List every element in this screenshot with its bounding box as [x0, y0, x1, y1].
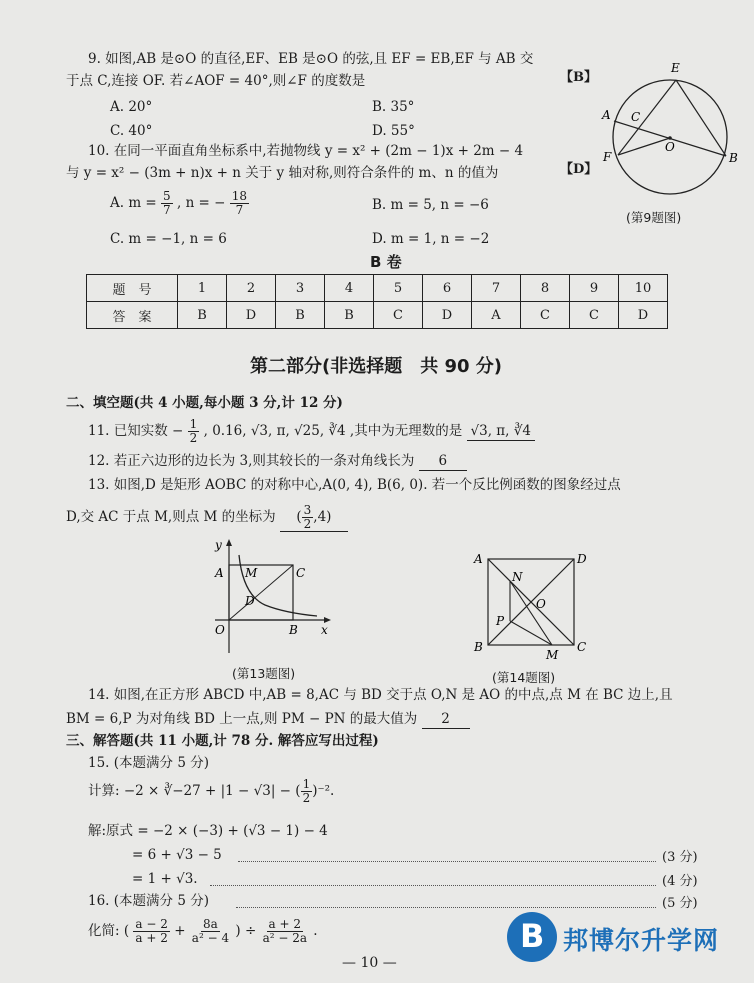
- q10-line2: 与 y = x² − (3m + n)x + n 关于 y 轴对称,则符合条件的 m、n 的值为: [66, 165, 499, 181]
- q13-line1: 13. 如图,D 是矩形 AOBC 的对称中心,A(0, 4), B(6, 0). 若一个反比例函数的图象经过点: [88, 477, 621, 493]
- q9-line1: 9. 如图,AB 是⊙O 的直径,EF、EB 是⊙O 的弦,且 EF = EB,EF 与 AB 交: [88, 51, 534, 67]
- fig9-label-c: C: [631, 110, 641, 124]
- q9-option-c: C. 40°: [110, 123, 153, 139]
- fig14-label-m: M: [546, 648, 559, 662]
- q16-frac3: [261, 918, 309, 945]
- fig13-label-y: y: [215, 538, 222, 552]
- q15-solution-1: 解:原式 = −2 × (−3) + (√3 − 1) − 4: [88, 823, 328, 839]
- q9-option-d: D. 55°: [372, 123, 415, 139]
- q16-frac1: [133, 918, 169, 945]
- q10-answer: 【D】: [560, 162, 598, 177]
- q10-option-b: B. m = 5, n = −6: [372, 197, 489, 213]
- q12-answer: 6: [419, 452, 467, 471]
- fig13-label-m: M: [245, 566, 258, 580]
- q16-expression: [88, 918, 318, 945]
- q13-answer-frac: [302, 504, 314, 531]
- q12: [88, 452, 467, 471]
- q14-line1: 14. 如图,在正方形 ABCD 中,AB = 8,AC 与 BD 交于点 O,N 是 AO 的中点,点 M 在 BC 边上,且: [88, 687, 673, 703]
- q15-calc-d: 2: [302, 791, 311, 805]
- fig13-label-o: O: [215, 623, 225, 637]
- q9-answer: 【B】: [560, 70, 597, 85]
- table-cell: C: [570, 302, 619, 329]
- q10-option-a-frac1: [161, 190, 173, 217]
- q10-option-d: D. m = 1, n = −2: [372, 231, 490, 247]
- fig9-label-f: F: [603, 150, 612, 164]
- table-cell: 8: [521, 275, 570, 302]
- q13-answer-post: ,4): [313, 509, 332, 525]
- q16-title: 16. (本题满分 5 分): [88, 893, 209, 909]
- q9-line2: 于点 C,连接 OF. 若∠AOF = 40°,则∠F 的度数是: [66, 73, 366, 89]
- q16-f1d: a + 2: [135, 931, 168, 945]
- b-volume-title: B 卷: [370, 253, 402, 271]
- score-3: (3 分): [662, 850, 698, 865]
- fig9-label-e: E: [671, 61, 680, 75]
- q10-option-a-d2: 7: [235, 203, 244, 217]
- fig13-caption: (第13题图): [232, 666, 296, 681]
- q11-answer: √3, π, ∛4: [467, 422, 535, 441]
- fill-section-header: 二、填空题(共 4 小题,每小题 3 分,计 12 分): [66, 395, 343, 411]
- table-cell: 9: [570, 275, 619, 302]
- figure-13: [205, 535, 345, 660]
- fig13-label-b: B: [289, 623, 298, 637]
- table-cell: A: [472, 302, 521, 329]
- q16-div: ) ÷: [235, 923, 257, 939]
- q10-option-a-pre: A. m =: [110, 195, 157, 211]
- q11-frac: [188, 418, 200, 445]
- table-cell: C: [521, 302, 570, 329]
- fig14-caption: (第14题图): [492, 670, 556, 685]
- dotted-leader: [238, 860, 656, 862]
- dotted-leader: [210, 884, 656, 886]
- table-cell: 1: [178, 275, 227, 302]
- fig14-label-c: C: [577, 640, 587, 654]
- table-cell: B: [325, 302, 374, 329]
- table-cell: 6: [423, 275, 472, 302]
- q11-frac-n: 1: [189, 417, 198, 431]
- table-cell: D: [227, 302, 276, 329]
- q10-option-a-frac2: [230, 190, 249, 217]
- table-cell: 10: [619, 275, 668, 302]
- table-cell: B: [276, 302, 325, 329]
- fig9-label-o: O: [665, 140, 675, 154]
- table-cell: 5: [374, 275, 423, 302]
- q11-post: , 0.16, √3, π, √25, ∛4 ,其中为无理数的是: [203, 423, 463, 439]
- q14-answer: 2: [422, 710, 470, 729]
- q16-end: .: [313, 923, 318, 939]
- table-cell: C: [374, 302, 423, 329]
- score-5: (5 分): [662, 896, 698, 911]
- q10-option-a-n2: 18: [231, 189, 248, 203]
- q13-line2: [66, 504, 348, 532]
- q15-solution-2: = 6 + √3 − 5: [132, 847, 222, 863]
- table-cell: 2: [227, 275, 276, 302]
- figure-9: [595, 55, 745, 210]
- table-cell: 4: [325, 275, 374, 302]
- fig9-caption: (第9题图): [626, 210, 682, 225]
- table-cell: 7: [472, 275, 521, 302]
- q13-answer-n: 3: [303, 503, 312, 517]
- fig14-label-a: A: [474, 552, 483, 566]
- table-row-label: 题 号: [87, 275, 178, 302]
- page-number: — 10 —: [342, 955, 397, 971]
- q16-f1n: a − 2: [135, 917, 168, 931]
- watermark-logo-icon: [507, 912, 557, 962]
- q9-option-b: B. 35°: [372, 99, 415, 115]
- solve-section-header: 三、解答题(共 11 小题,计 78 分. 解答应写出过程): [66, 733, 379, 749]
- q11-pre: 11. 已知实数 −: [88, 423, 184, 439]
- q15-title: 15. (本题满分 5 分): [88, 755, 209, 771]
- q13-answer: [280, 504, 348, 532]
- fig13-label-c: C: [296, 566, 306, 580]
- q10-option-a-d1: 7: [163, 203, 171, 217]
- score-4: (4 分): [662, 874, 698, 889]
- q10-option-a: [110, 190, 249, 217]
- q15-calc-post: )⁻².: [312, 783, 335, 799]
- q12-text: 12. 若正六边形的边长为 3,则其较长的一条对角线长为: [88, 453, 415, 469]
- q14-text: BM = 6,P 为对角线 BD 上一点,则 PM − PN 的最大值为: [66, 711, 418, 727]
- q10-option-c: C. m = −1, n = 6: [110, 231, 227, 247]
- table-cell: D: [423, 302, 472, 329]
- fig13-label-d: D: [245, 594, 255, 608]
- q16-f2n: 8a: [203, 917, 218, 931]
- q16-frac2: [190, 918, 231, 945]
- q16-f3n: a + 2: [268, 917, 302, 931]
- q15-calc: [88, 778, 334, 805]
- fig14-label-b: B: [474, 640, 483, 654]
- fig14-label-p: P: [496, 614, 505, 628]
- fig14-label-o: O: [536, 597, 546, 611]
- q13-answer-d: 2: [303, 517, 312, 531]
- q10-option-a-n1: 5: [163, 189, 171, 203]
- q11: [88, 418, 535, 445]
- table-row: [87, 302, 668, 329]
- fig9-label-b: B: [729, 151, 738, 165]
- q11-frac-d: 2: [189, 431, 198, 445]
- table-row: [87, 275, 668, 302]
- q15-calc-n: 1: [302, 777, 311, 791]
- answer-table: [86, 274, 668, 329]
- fig14-label-n: N: [512, 570, 523, 584]
- watermark-text: 邦博尔升学网: [563, 926, 720, 955]
- q16-f2d: a² − 4: [191, 931, 230, 945]
- part2-title: 第二部分(非选择题 共 90 分): [250, 356, 503, 377]
- table-cell: 3: [276, 275, 325, 302]
- q16-f3d: a² − 2a: [262, 931, 307, 945]
- figure-14: [470, 545, 590, 663]
- q16-pre: 化简: (: [88, 923, 130, 939]
- q13-text: D,交 AC 于点 M,则点 M 的坐标为: [66, 509, 276, 525]
- q10-line1: 10. 在同一平面直角坐标系中,若抛物线 y = x² + (2m − 1)x + 2m − 4: [88, 143, 524, 159]
- fig9-label-a: A: [602, 108, 611, 122]
- fig13-label-x: x: [321, 623, 328, 637]
- table-cell: D: [619, 302, 668, 329]
- q9-option-a: A. 20°: [110, 99, 153, 115]
- watermark-logo-letter: B: [520, 917, 545, 955]
- fig14-label-d: D: [577, 552, 587, 566]
- q13-answer-pre: (: [296, 509, 302, 525]
- table-cell: B: [178, 302, 227, 329]
- q14-line2: [66, 710, 470, 729]
- fig13-label-a: A: [215, 566, 224, 580]
- q15-calc-pre: 计算: −2 × ∛−27 + |1 − √3| − (: [88, 783, 301, 799]
- q15-calc-frac: [301, 778, 313, 805]
- q16-plus: +: [174, 923, 186, 939]
- q15-solution-3: = 1 + √3.: [132, 871, 198, 887]
- q10-option-a-mid: , n = −: [176, 195, 226, 211]
- table-row-label: 答 案: [87, 302, 178, 329]
